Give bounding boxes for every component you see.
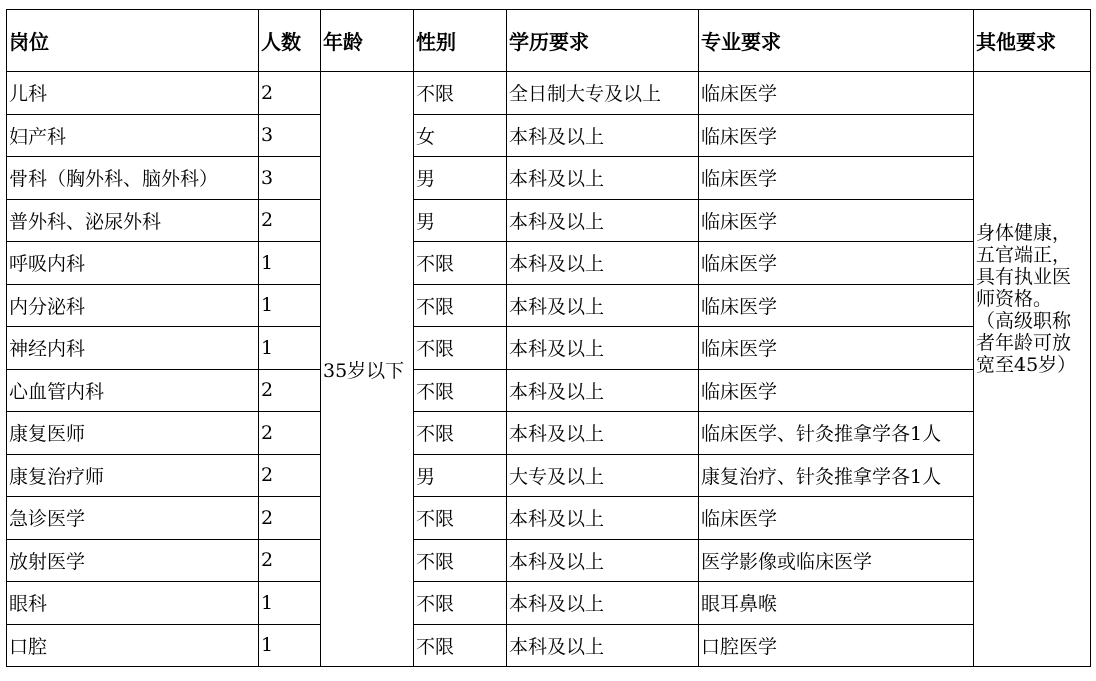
cell-major: 临床医学 [699, 114, 974, 157]
table-row [7, 284, 1091, 327]
cell-gender: 不限 [414, 497, 507, 540]
header-other: 其他要求 [974, 10, 1091, 72]
cell-count: 2 [259, 539, 321, 582]
other-requirement-line: 身体健康， [976, 222, 1072, 244]
table-row [7, 497, 1091, 540]
cell-post: 眼科 [7, 582, 259, 625]
cell-gender: 不限 [414, 72, 507, 115]
cell-major: 临床医学 [699, 72, 974, 115]
cell-major: 眼耳鼻喉 [699, 582, 974, 625]
other-requirement-line: 师资格。 [976, 288, 1053, 310]
cell-post: 放射医学 [7, 539, 259, 582]
cell-major: 医学影像或临床医学 [699, 539, 974, 582]
cell-major: 临床医学 [699, 199, 974, 242]
table-row [7, 327, 1091, 370]
cell-major: 临床医学 [699, 284, 974, 327]
cell-count: 2 [259, 497, 321, 540]
table-row [7, 582, 1091, 625]
header-age: 年龄 [321, 10, 414, 72]
other-requirement-line: （高级职称 [976, 310, 1072, 332]
table-row [7, 199, 1091, 242]
header-gender: 性别 [414, 10, 507, 72]
cell-gender: 不限 [414, 539, 507, 582]
cell-education: 本科及以上 [507, 539, 699, 582]
cell-post: 呼吸内科 [7, 242, 259, 285]
cell-count: 1 [259, 582, 321, 625]
cell-count: 2 [259, 412, 321, 455]
cell-count: 1 [259, 327, 321, 370]
cell-gender: 不限 [414, 412, 507, 455]
cell-gender: 不限 [414, 369, 507, 412]
other-requirement-line: 五官端正， [976, 244, 1072, 266]
cell-gender: 男 [414, 157, 507, 200]
cell-gender: 男 [414, 454, 507, 497]
table-row [7, 624, 1091, 667]
recruitment-table [6, 9, 1091, 667]
cell-count: 1 [259, 284, 321, 327]
cell-major: 临床医学 [699, 242, 974, 285]
cell-count: 3 [259, 114, 321, 157]
cell-education: 本科及以上 [507, 624, 699, 667]
other-requirement-line: 具有执业医 [976, 266, 1072, 288]
cell-major: 口腔医学 [699, 624, 974, 667]
cell-post: 普外科、泌尿外科 [7, 199, 259, 242]
cell-post: 康复医师 [7, 412, 259, 455]
table-row [7, 454, 1091, 497]
cell-major: 临床医学 [699, 497, 974, 540]
cell-education: 本科及以上 [507, 369, 699, 412]
cell-count: 2 [259, 369, 321, 412]
table-row [7, 157, 1091, 200]
cell-age: 35岁以下 [321, 72, 414, 667]
cell-post: 急诊医学 [7, 497, 259, 540]
table-row [7, 114, 1091, 157]
cell-post: 口腔 [7, 624, 259, 667]
cell-education: 本科及以上 [507, 199, 699, 242]
cell-gender: 不限 [414, 582, 507, 625]
cell-gender: 不限 [414, 242, 507, 285]
cell-education: 本科及以上 [507, 242, 699, 285]
table-row [7, 539, 1091, 582]
header-row [7, 10, 1091, 72]
cell-count: 2 [259, 199, 321, 242]
cell-gender: 不限 [414, 624, 507, 667]
cell-post: 妇产科 [7, 114, 259, 157]
cell-education: 本科及以上 [507, 582, 699, 625]
cell-count: 2 [259, 72, 321, 115]
header-post: 岗位 [7, 10, 259, 72]
cell-education: 大专及以上 [507, 454, 699, 497]
cell-post: 儿科 [7, 72, 259, 115]
cell-post: 骨科（胸外科、脑外科） [7, 157, 259, 200]
header-count: 人数 [259, 10, 321, 72]
cell-education: 全日制大专及以上 [507, 72, 699, 115]
cell-count: 1 [259, 242, 321, 285]
cell-count: 3 [259, 157, 321, 200]
cell-education: 本科及以上 [507, 412, 699, 455]
cell-other-requirements [974, 72, 1091, 667]
cell-gender: 女 [414, 114, 507, 157]
cell-post: 心血管内科 [7, 369, 259, 412]
cell-education: 本科及以上 [507, 114, 699, 157]
cell-post: 神经内科 [7, 327, 259, 370]
table-row [7, 412, 1091, 455]
cell-count: 2 [259, 454, 321, 497]
table-row [7, 72, 1091, 115]
table-row [7, 369, 1091, 412]
cell-major: 临床医学 [699, 327, 974, 370]
cell-major: 临床医学 [699, 157, 974, 200]
cell-major: 康复治疗、针灸推拿学各1人 [699, 454, 974, 497]
cell-gender: 男 [414, 199, 507, 242]
cell-education: 本科及以上 [507, 157, 699, 200]
cell-major: 临床医学 [699, 369, 974, 412]
other-requirement-line: 宽至45岁） [976, 354, 1077, 376]
cell-gender: 不限 [414, 327, 507, 370]
cell-post: 内分泌科 [7, 284, 259, 327]
other-requirement-line: 者年龄可放 [976, 332, 1072, 354]
header-major: 专业要求 [699, 10, 974, 72]
cell-education: 本科及以上 [507, 497, 699, 540]
cell-count: 1 [259, 624, 321, 667]
table-row [7, 242, 1091, 285]
header-education: 学历要求 [507, 10, 699, 72]
cell-education: 本科及以上 [507, 284, 699, 327]
cell-post: 康复治疗师 [7, 454, 259, 497]
cell-education: 本科及以上 [507, 327, 699, 370]
cell-gender: 不限 [414, 284, 507, 327]
cell-major: 临床医学、针灸推拿学各1人 [699, 412, 974, 455]
